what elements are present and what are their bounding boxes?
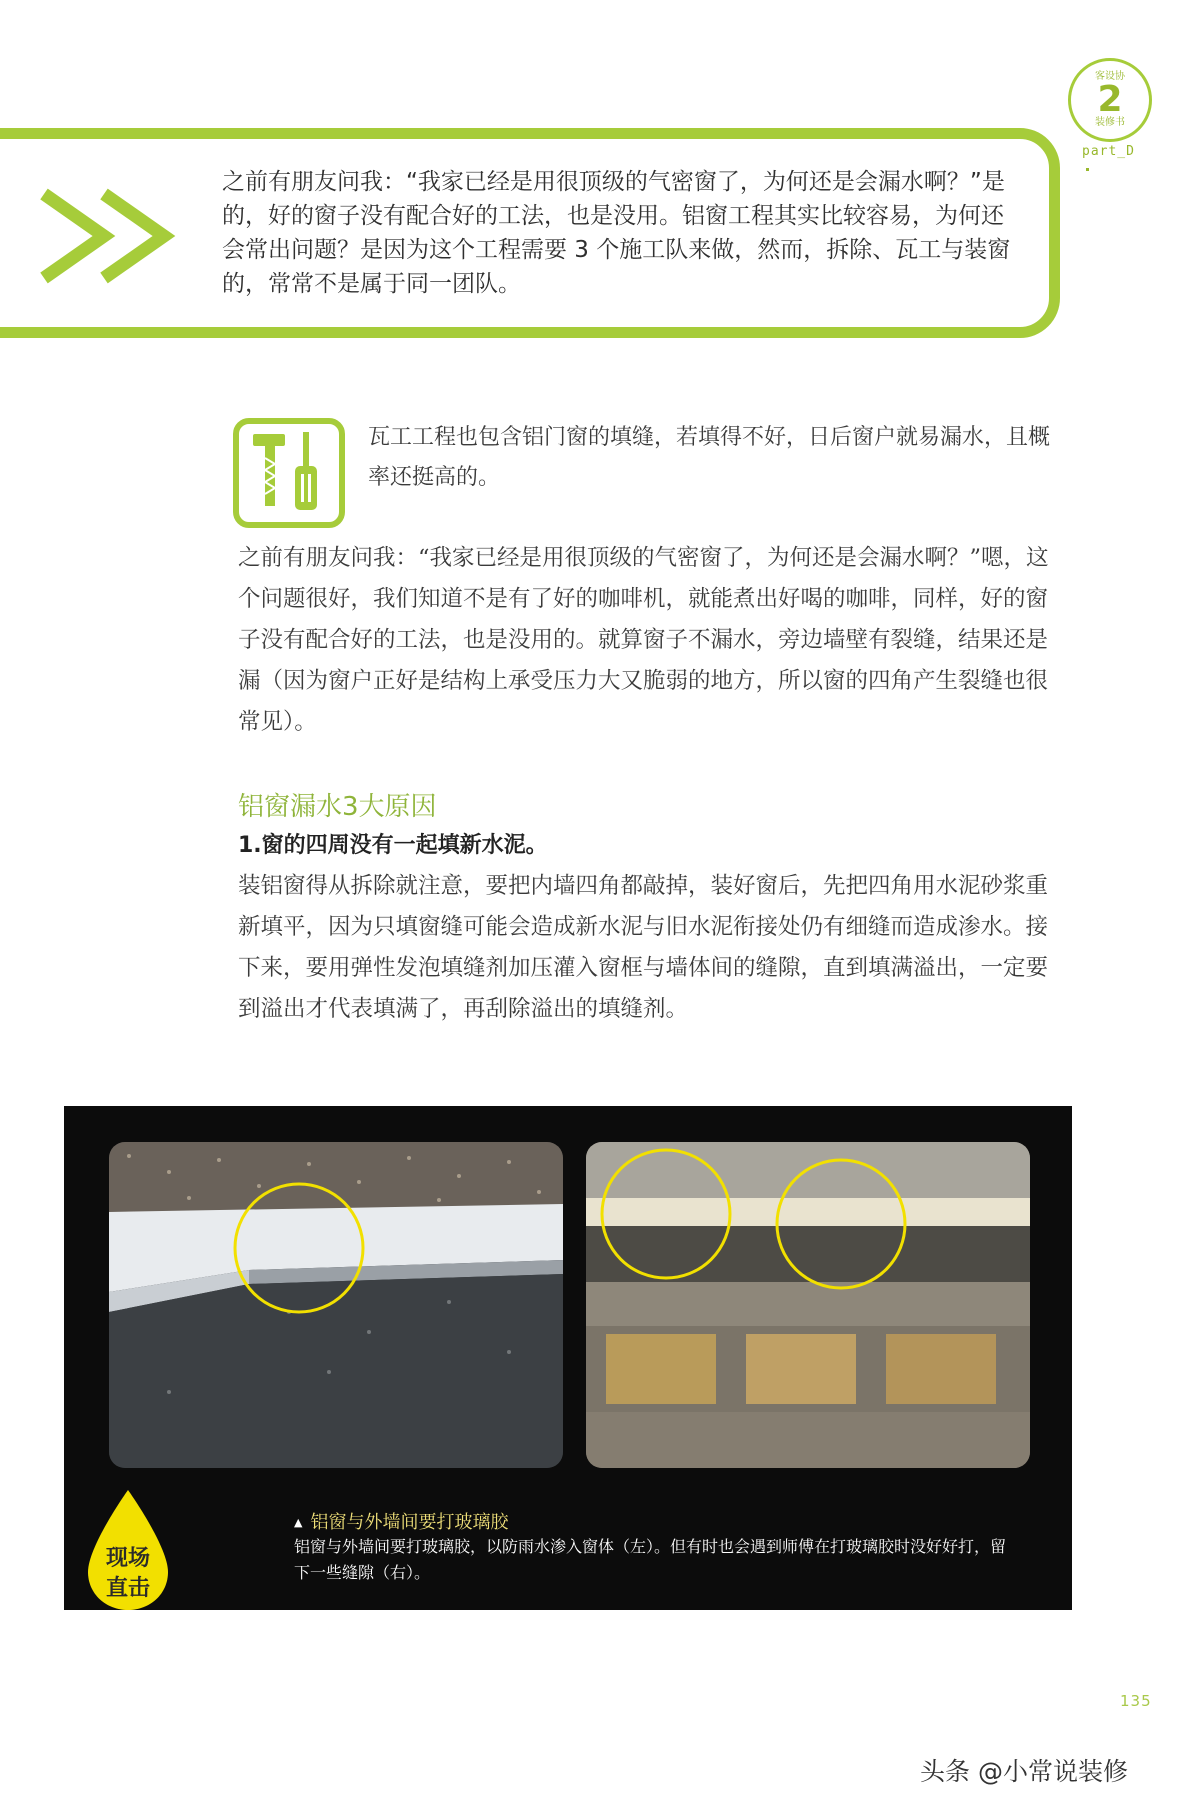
watermark: 头条 @小常说装修 bbox=[920, 1757, 1128, 1786]
tools-icon bbox=[233, 418, 345, 528]
on-site-label-line-1: 现场 bbox=[105, 1546, 150, 1571]
page-number: 135 bbox=[1120, 1692, 1152, 1710]
on-site-label-line-2: 直击 bbox=[105, 1576, 150, 1601]
photo-window-gap bbox=[586, 1142, 1030, 1468]
photo-caption-title-text: 铝窗与外墙间要打玻璃胶 bbox=[310, 1512, 509, 1533]
photo-window-sealed bbox=[109, 1142, 563, 1468]
photo-caption-title bbox=[294, 1508, 508, 1534]
badge-number: 2 bbox=[1097, 79, 1123, 120]
chapter-badge bbox=[1068, 58, 1152, 142]
decorative-dot bbox=[1086, 168, 1089, 171]
subsection-title: 1.窗的四周没有一起填新水泥。 bbox=[238, 833, 548, 858]
badge-bottom-text: 装修书 bbox=[1095, 117, 1125, 128]
section-title: 铝窗漏水3大原因 bbox=[238, 792, 437, 822]
photo-panel bbox=[64, 1106, 1072, 1610]
photo-caption-body: 铝窗与外墙间要打玻璃胶，以防雨水渗入窗体（左）。但有时也会遇到师傅在打玻璃胶时没好好打，留下一些缝隙（右）。 bbox=[294, 1537, 1007, 1582]
tip-text: 瓦工工程也包含铝门窗的填缝，若填得不好，日后窗户就易漏水，且概率还挺高的。 bbox=[368, 425, 1051, 490]
badge-top-text: 客设协 bbox=[1095, 71, 1125, 82]
intro-quote: 之前有朋友问我：“我家已经是用很顶级的气密窗了，为何还是会漏水啊？”是的，好的窗子没有配合好的工法，也是没用。铝窗工程其实比较容易，为何还会常出问题？是因为这个工程需要 3 个施工队来做，然而，拆除、瓦工与装窗的，常常不是属于同一团队。 bbox=[222, 169, 1011, 297]
double-chevron-icon bbox=[38, 186, 198, 286]
body-paragraph-1: 之前有朋友问我：“我家已经是用很顶级的气密窗了，为何还是会漏水啊？”嗯，这个问题很好，我们知道不是有了好的咖啡机，就能煮出好喝的咖啡，同样，好的窗子没有配合好的工法，也是没用的。就算窗子不漏水，旁边墙壁有裂缝，结果还是漏（因为窗户正好是结构上承受压力大又脆弱的地方，所以窗的四角产生裂缝也很常见）。 bbox=[238, 545, 1049, 735]
on-site-label bbox=[90, 1544, 166, 1604]
part-label: part_D bbox=[1082, 144, 1135, 159]
triangle-icon: ▲ bbox=[294, 1516, 303, 1529]
body-paragraph-2: 装铝窗得从拆除就注意，要把内墙四角都敲掉，装好窗后，先把四角用水泥砂浆重新填平，因为只填窗缝可能会造成新水泥与旧水泥衔接处仍有细缝而造成渗水。接下来，要用弹性发泡填缝剂加压灌入窗框与墙体间的缝隙，直到填满溢出，一定要到溢出才代表填满了，再刮除溢出的填缝剂。 bbox=[238, 873, 1049, 1022]
